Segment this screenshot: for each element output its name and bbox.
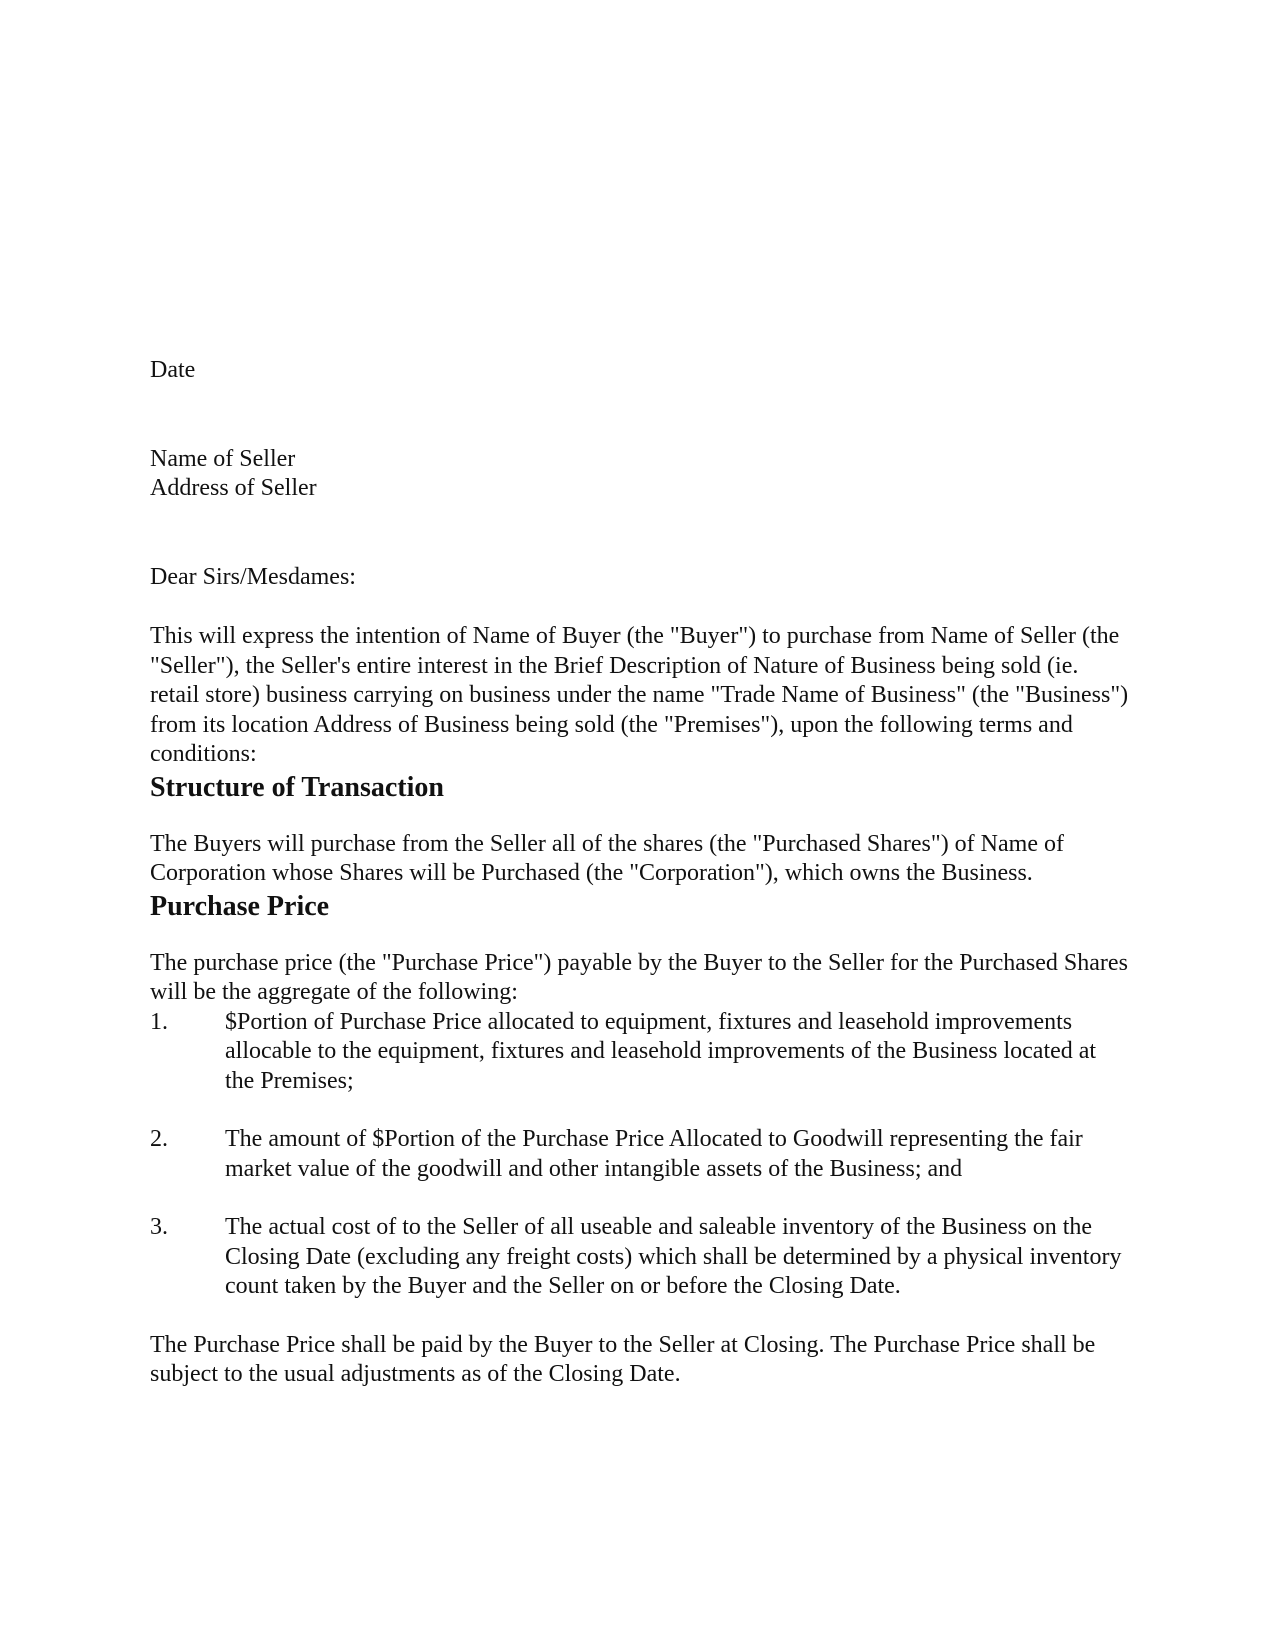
seller-name: Name of Seller bbox=[150, 445, 296, 472]
list-item bbox=[150, 1008, 1130, 1097]
list-item-number: 3. bbox=[150, 1214, 168, 1240]
list-item-number: 1. bbox=[150, 1008, 168, 1035]
list-item bbox=[150, 1213, 1130, 1302]
closing-paragraph: The Purchase Price shall be paid by the Buyer to the Seller at Closing. The Purchase Price shall be subject to the usual adjustments as of the Closing Date. bbox=[150, 1331, 1096, 1387]
intro-paragraph: This will express the intention of Name of Buyer (the "Buyer") to purchase from Name of Seller (the "Seller"), the Seller's entire interest in the Brief Description of Nature of Business being sold (ie. retail store) business carrying on business under the name "Trade Name of Business" (the "Business") from its location Address of Business being sold (the "Premises"), upon the following terms and conditions: bbox=[150, 623, 1129, 767]
seller-address-block bbox=[150, 445, 1130, 504]
purchase-price-paragraph: The purchase price (the "Purchase Price") payable by the Buyer to the Seller for the Purchased Shares will be the aggregate of the following: bbox=[150, 949, 1128, 1005]
section-heading-purchase-price: Purchase Price bbox=[150, 890, 330, 922]
structure-paragraph: The Buyers will purchase from the Seller all of the shares (the "Purchased Shares") of Name of Corporation whose Shares will be Purchased (the "Corporation"), which owns the Business. bbox=[150, 830, 1064, 886]
list-item-number: 2. bbox=[150, 1126, 168, 1152]
letter-date: Date bbox=[150, 357, 196, 383]
salutation: Dear Sirs/Mesdames: bbox=[150, 563, 356, 590]
list-item-text: The actual cost of to the Seller of all useable and saleable inventory of the Business on the Closing Date (excluding any freight costs) which shall be determined by a physical inventory count taken by the Buyer and the Seller on or before the Closing Date. bbox=[225, 1214, 1122, 1299]
list-item-text: $Portion of Purchase Price allocated to equipment, fixtures and leasehold improvements allocable to the equipment, fixtures and leasehold improvements of the Business located at the Premises; bbox=[225, 1008, 1097, 1094]
seller-address: Address of Seller bbox=[150, 475, 317, 501]
purchase-price-list bbox=[150, 1008, 1130, 1302]
section-heading-structure: Structure of Transaction bbox=[150, 771, 444, 803]
letter-page bbox=[150, 356, 1130, 1390]
list-item-text: The amount of $Portion of the Purchase Price Allocated to Goodwill representing the fair market value of the goodwill and other intangible assets of the Business; and bbox=[225, 1126, 1083, 1182]
list-item bbox=[150, 1125, 1130, 1184]
